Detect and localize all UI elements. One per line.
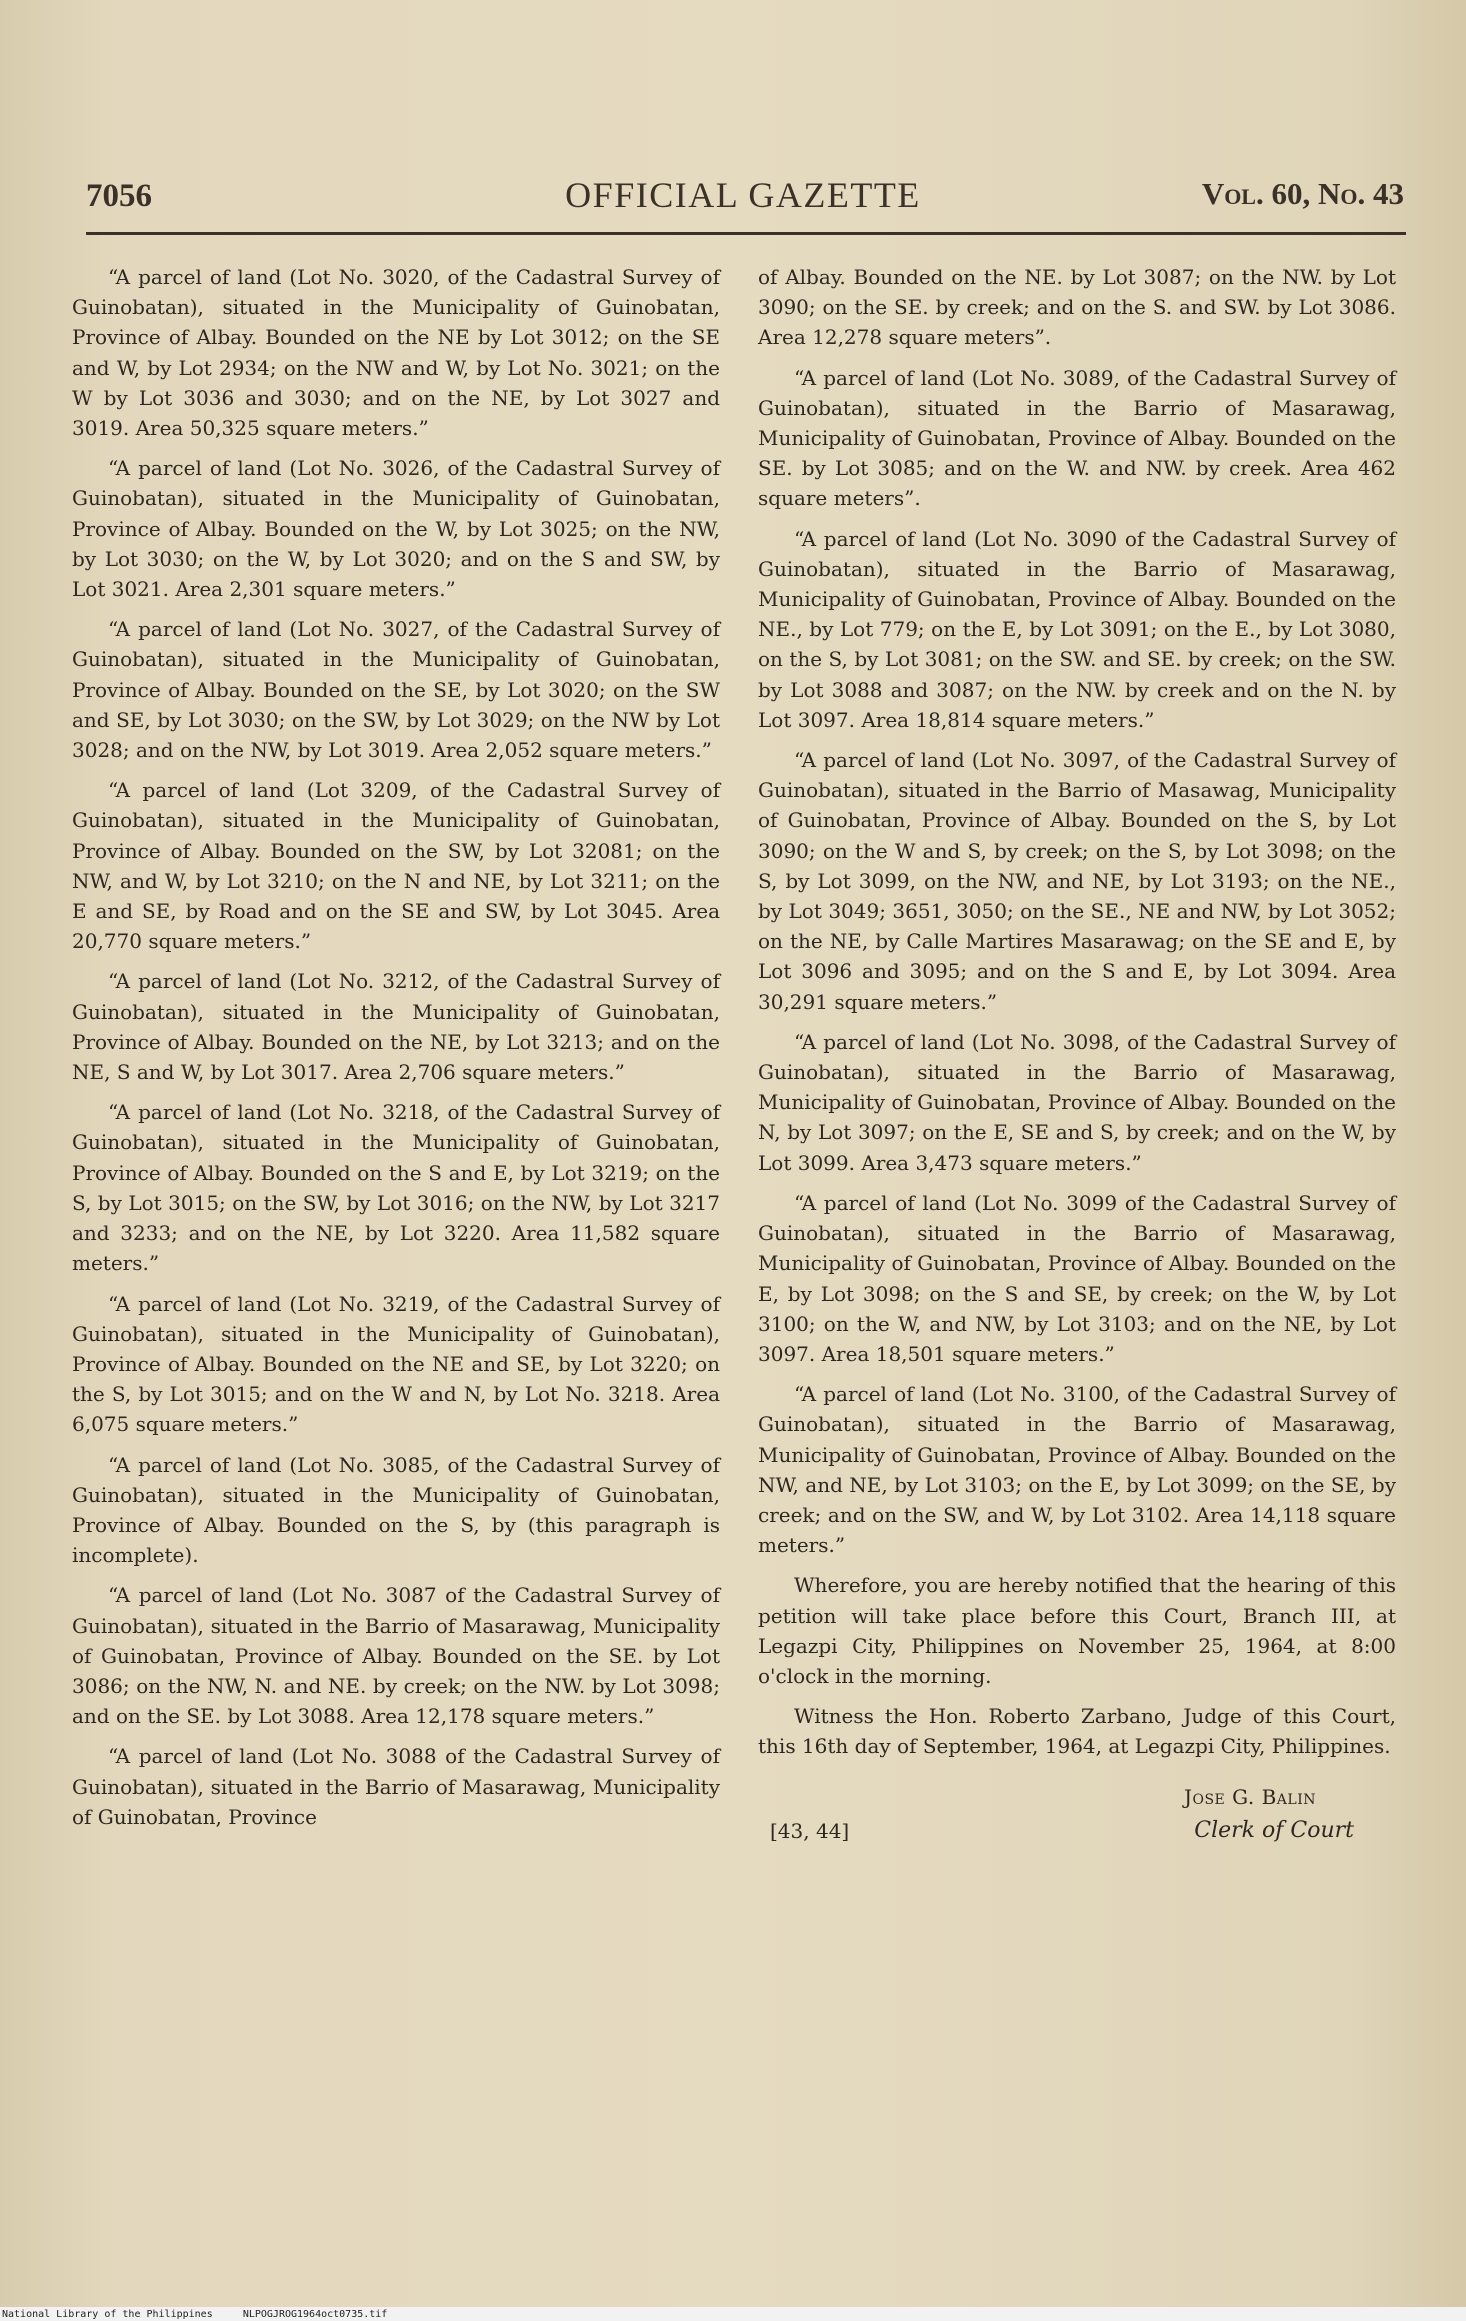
paragraph-lot-3088: “A parcel of land (Lot No. 3088 of the Cadastral Survey of Guinobatan), situated in the Barrio of Masarawag, Municipality of Guinobatan, Province [72,1744,720,1829]
volume-number: Vol. 60, No. 43 [1201,176,1404,211]
paragraph-lot-3020: “A parcel of land (Lot No. 3020, of the Cadastral Survey of Guinobatan), situated in the Municipality of Guinobatan, Province of Albay. Bounded on the NE by Lot 3012; on the SE and W, by Lot 2934; on the NW and W, by Lot No. 3021; on the W by Lot 3036 and 3030; and on the NE, by Lot 3027 and 3019. Area 50,325 square meters.” [72,265,720,441]
page-header [82,168,1404,228]
paragraph-lot-3088-continued: of Albay. Bounded on the NE. by Lot 3087; on the NW. by Lot 3090; on the SE. by creek; and on the S. and SW. by Lot 3086. Area 12,278 square meters”. [758,265,1396,350]
publication-title: OFFICIAL GAZETTE [565,175,921,215]
paragraph-witness: Witness the Hon. Roberto Zarbano, Judge of this Court, this 16th day of September, 1964, at Legazpi City, Philippines. [758,1704,1396,1759]
page-number: 7056 [86,178,152,214]
signatory-name: Jose G. Balin [1183,1784,1316,1809]
right-column [758,262,1396,1860]
paragraph-lot-3027: “A parcel of land (Lot No. 3027, of the Cadastral Survey of Guinobatan), situated in the Municipality of Guinobatan, Province of Albay. Bounded on the SE, by Lot 3020; on the SW and SE, by Lot 3030; on the SW, by Lot 3029; on the NW by Lot 3028; and on the NW, by Lot 3019. Area 2,052 square meters.” [72,617,720,763]
signature-block [758,1782,1396,1860]
paragraph-lot-3209: “A parcel of land (Lot 3209, of the Cadastral Survey of Guinobatan), situated in the Municipality of Guinobatan, Province of Albay. Bounded on the SW, by Lot 32081; on the NW, and W, by Lot 3210; on the N and NE, by Lot 3211; on the E and SE, by Road and on the SE and SW, by Lot 3045. Area 20,770 square meters.” [72,778,720,954]
paragraph-lot-3212: “A parcel of land (Lot No. 3212, of the Cadastral Survey of Guinobatan), situated in the Municipality of Guinobatan, Province of Albay. Bounded on the NE, by Lot 3213; and on the NE, S and W, by Lot 3017. Area 2,706 square meters.” [72,969,720,1085]
paragraph-lot-3099: “A parcel of land (Lot No. 3099 of the Cadastral Survey of Guinobatan), situated in the Barrio of Masarawag, Municipality of Guinobatan, Province of Albay. Bounded on the E, by Lot 3098; on the S and SE, by creek; on the W, by Lot 3100; on the W, and NW, by Lot 3103; and on the NE, by Lot 3097. Area 18,501 square meters.” [758,1190,1396,1366]
scan-source-label: National Library of the Philippines NLPOGJROG1964oct0735.tif [2,2309,388,2320]
paragraph-lot-3026: “A parcel of land (Lot No. 3026, of the Cadastral Survey of Guinobatan), situated in the Municipality of Guinobatan, Province of Albay. Bounded on the W, by Lot 3025; on the NW, by Lot 3030; on the W, by Lot 3020; and on the S and SW, by Lot 3021. Area 2,301 square meters.” [72,456,720,602]
header-rule [86,232,1406,235]
paragraph-lot-3089: “A parcel of land (Lot No. 3089, of the Cadastral Survey of Guinobatan), situated in the Barrio of Masarawag, Municipality of Guinobatan, Province of Albay. Bounded on the SE. by Lot 3085; and on the W. and NW. by creek. Area 462 square meters”. [758,365,1396,511]
paragraph-lot-3098: “A parcel of land (Lot No. 3098, of the Cadastral Survey of Guinobatan), situated in the Barrio of Masarawag, Municipality of Guinobatan, Province of Albay. Bounded on the N, by Lot 3097; on the E, SE and S, by creek; and on the W, by Lot 3099. Area 3,473 square meters.” [758,1029,1396,1175]
footer-strip [0,2307,1466,2321]
paragraph-lot-3218: “A parcel of land (Lot No. 3218, of the Cadastral Survey of Guinobatan), situated in the Municipality of Guinobatan, Province of Albay. Bounded on the S and E, by Lot 3219; on the S, by Lot 3015; on the SW, by Lot 3016; on the NW, by Lot 3217 and 3233; and on the NE, by Lot 3220. Area 11,582 square meters.” [72,1100,720,1276]
left-column [72,262,720,1842]
paragraph-lot-3085: “A parcel of land (Lot No. 3085, of the Cadastral Survey of Guinobatan), situated in the Municipality of Guinobatan, Province of Albay. Bounded on the S, by (this paragraph is incomplete). [72,1452,720,1568]
signatory-title: Clerk of Court [1194,1817,1354,1843]
issue-reference: [43, 44] [770,1818,850,1843]
paragraph-hearing-notice: Wherefore, you are hereby notified that the hearing of this petition will take place before this Court, Branch III, at Legazpi City, Philippines on November 25, 1964, at 8:00 o'clock in the morning. [758,1573,1396,1688]
paragraph-lot-3090: “A parcel of land (Lot No. 3090 of the Cadastral Survey of Guinobatan), situated in the Barrio of Masarawag, Municipality of Guinobatan, Province of Albay. Bounded on the NE., by Lot 779; on the E, by Lot 3091; on the E., by Lot 3080, on the S, by Lot 3081; on the SW. and SE. by creek; on the SW. by Lot 3088 and 3087; on the NW. by creek and on the N. by Lot 3097. Area 18,814 square meters.” [758,526,1396,732]
paragraph-lot-3100: “A parcel of land (Lot No. 3100, of the Cadastral Survey of Guinobatan), situated in the Barrio of Masarawag, Municipality of Guinobatan, Province of Albay. Bounded on the NW, and NE, by Lot 3103; on the E, by Lot 3099; on the SE, by creek; and on the SW, and W, by Lot 3102. Area 14,118 square meters.” [758,1382,1396,1558]
paragraph-lot-3087: “A parcel of land (Lot No. 3087 of the Cadastral Survey of Guinobatan), situated in the Barrio of Masarawag, Municipality of Guinobatan, Province of Albay. Bounded on the SE. by Lot 3086; on the NW, N. and NE. by creek; on the NW. by Lot 3098; and on the SE. by Lot 3088. Area 12,178 square meters.” [72,1583,720,1729]
paragraph-lot-3219: “A parcel of land (Lot No. 3219, of the Cadastral Survey of Guinobatan), situated in the Municipality of Guinobatan), Province of Albay. Bounded on the NE and SE, by Lot 3220; on the S, by Lot 3015; and on the W and N, by Lot No. 3218. Area 6,075 square meters.” [72,1291,720,1437]
paragraph-lot-3097: “A parcel of land (Lot No. 3097, of the Cadastral Survey of Guinobatan), situated in the Barrio of Masawag, Municipality of Guinobatan, Province of Albay. Bounded on the S, by Lot 3090; on the W and S, by creek; on the S, by Lot 3098; on the S, by Lot 3099, on the NW, and NE, by Lot 3193; on the NE., by Lot 3049; 3651, 3050; on the SE., NE and NW, by Lot 3052; on the NE, by Calle Martires Masarawag; on the SE and E, by Lot 3096 and 3095; and on the S and E, by Lot 3094. Area 30,291 square meters.” [758,748,1396,1014]
